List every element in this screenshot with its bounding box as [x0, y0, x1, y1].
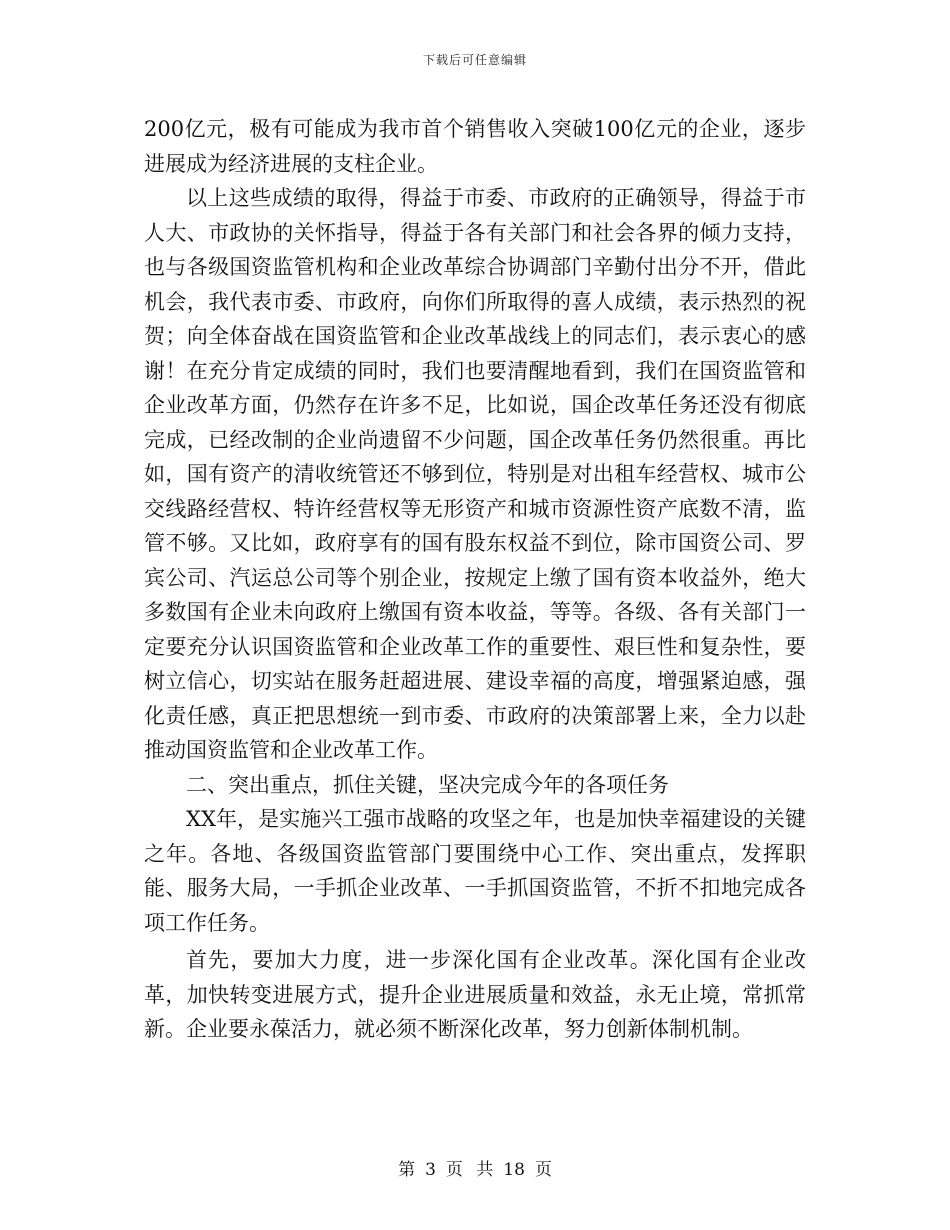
page-header: 下载后可任意编辑: [422, 53, 527, 67]
footer-total-pages: 18: [503, 1160, 525, 1180]
section-heading: 二、突出重点，抓住关键，坚决完成今年的各项任务: [186, 772, 669, 797]
paragraph-continuation: 200亿元，极有可能成为我市首个销售收入突破100亿元的企业，逐步进展成为经济进展的支柱企业。: [144, 117, 806, 176]
document-body: [144, 112, 806, 1047]
footer-label-of: 页 共: [445, 1160, 494, 1180]
footer-label-page: 第: [398, 1160, 416, 1180]
page-footer: [0, 1155, 950, 1180]
paragraph-reform: 首先，要加大力度，进一步深化国有企业改革。深化国有企业改革，加快转变进展方式，提升企业进展质量和效益，永无止境，常抓常新。企业要永葆活力，就必须不断深化改革，努力创新体制机制。: [144, 948, 806, 1041]
paragraph-achievements: 以上这些成绩的取得，得益于市委、市政府的正确领导，得益于市人大、市政协的关怀指导，得益于各有关部门和社会各界的倾力支持，也与各级国资监管机构和企业改革综合协调部门辛勤付出分不开，借此机会，我代表市委、市政府，向你们所取得的喜人成绩，表示热烈的祝贺；向全体奋战在国资监管和企业改革战线上的同志们，表示衷心的感谢！在充分肯定成绩的同时，我们也要清醒地看到，我们在国资监管和企业改革方面，仍然存在许多不足，比如说，国企改革任务还没有彻底完成，已经改制的企业尚遗留不少问题，国企改革任务仍然很重。再比如，国有资产的清收统管还不够到位，特别是对出租车经营权、城市公交线路经营权、特许经营权等无形资产和城市资源性资产底数不清，监管不够。又比如，政府享有的国有股东权益不到位，除市国资公司、罗宾公司、汽运总公司等个别企业，按规定上缴了国有资本收益外，绝大多数国有企业未向政府上缴国有资本收益，等等。各级、各有关部门一定要充分认识国资监管和企业改革工作的重要性、艰巨性和复杂性，要树立信心，切实站在服务赶超进展、建设幸福的高度，增强紧迫感，强化责任感，真正把思想统一到市委、市政府的决策部署上来，全力以赴推动国资监管和企业改革工作。: [144, 186, 806, 762]
footer-current-page: 3: [425, 1160, 436, 1180]
paragraph-year-goals: XX年，是实施兴工强市战略的攻坚之年，也是加快幸福建设的关键之年。各地、各级国资监管部门要围绕中心工作、突出重点，发挥职能、服务大局，一手抓企业改革、一手抓国资监管，不折不扣地完成各项工作任务。: [144, 807, 806, 935]
footer-label-end: 页: [534, 1160, 552, 1180]
